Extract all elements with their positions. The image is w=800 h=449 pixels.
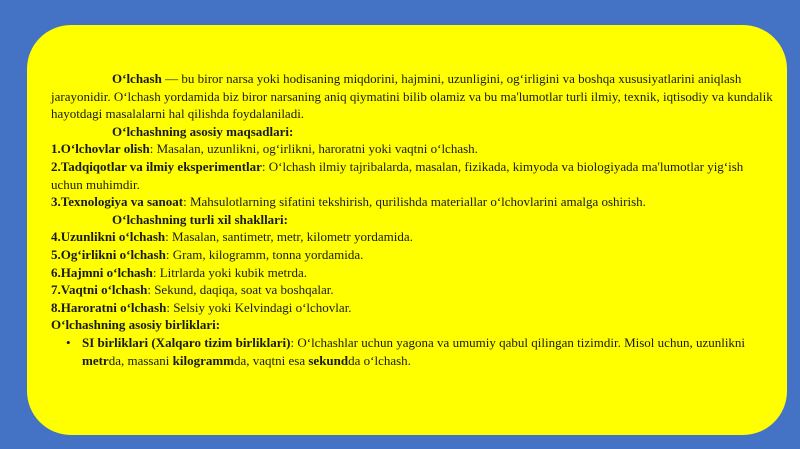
si-text: da o‘lchash. [348, 352, 411, 368]
intro-text: — bu biror narsa yoki hodisaning miqdorini, hajmini, uzunligini, og‘irligini va boshqa xususiyatlarini aniqlash jarayonidir. O‘lchash yordamida biz biror narsaning aniq qiymatini bilib olamiz va bu ma'lumotlar turli ilmiy, texnik, iqtisodiy va kundalik hayotdagi masalalarni hal qilishda foydalaniladi. [51, 71, 773, 122]
item-text: : Selsiy yoki Kelvindagi o‘lchovlar. [166, 299, 352, 315]
item-number: 6. [51, 264, 61, 280]
si-bold-sekund: sekund [308, 352, 349, 368]
type-item-7 [51, 281, 773, 299]
item-text: : Gram, kilogramm, tonna yordamida. [165, 246, 364, 262]
item-title: Hajmni o‘lchash [60, 264, 153, 280]
item-title: Vaqtni o‘lchash [60, 282, 148, 298]
type-item-6 [51, 264, 773, 282]
type-item-4 [51, 228, 773, 246]
item-text: : O‘lchash ilmiy tajribalarda, masalan, fizikada, kimyoda va biologiyada ma'lumotlar yig‘ish uchun muhimdir. [51, 158, 744, 192]
si-bold-kilogramm: kilogramm [172, 352, 234, 368]
item-number: 8. [51, 299, 61, 315]
item-number: 5. [51, 246, 61, 262]
item-text: : Mahsulotlarning sifatini tekshirish, qurilishda materiallar o‘lchovlarini amalga oshirish. [183, 194, 646, 210]
item-number: 4. [51, 229, 61, 245]
text-body [51, 70, 773, 369]
si-text: : O‘lchashlar uchun yagona va umumiy qabul qilingan tizimdir. Misol uchun, uzunlikni [290, 334, 746, 350]
si-units-bullet [51, 334, 773, 369]
intro-term: O‘lchash [112, 71, 162, 86]
si-title: SI birliklari (Xalqaro tizim birliklari) [82, 334, 291, 350]
item-number: 2. [51, 158, 61, 174]
purpose-item-2 [51, 158, 773, 193]
type-item-5 [51, 246, 773, 264]
si-text: da, vaqtni esa [234, 352, 309, 368]
item-text: : Litrlarda yoki kubik metrda. [152, 264, 307, 280]
types-heading: O‘lchashning turli xil shakllari: [112, 211, 288, 227]
item-title: Og‘irlikni o‘lchash [60, 246, 166, 262]
item-title: Haroratni o‘lchash [60, 299, 167, 315]
item-number: 1. [51, 141, 61, 157]
units-heading [51, 316, 773, 334]
purposes-heading: O‘lchashning asosiy maqsadlari: [112, 123, 294, 139]
item-text: : Sekund, daqiqa, soat va boshqalar. [147, 282, 334, 298]
si-bold-metr: metr [82, 352, 109, 368]
item-text: : Masalan, uzunlikni, og‘irlikni, haroratni yoki vaqtni o‘lchash. [149, 141, 478, 157]
intro-paragraph [51, 70, 773, 123]
item-text: : Masalan, santimetr, metr, kilometr yordamida. [165, 229, 413, 245]
purpose-item-3 [51, 193, 773, 211]
item-title: Tadqiqotlar va ilmiy eksperimentlar [60, 158, 262, 174]
si-text: da, massani [108, 352, 173, 368]
item-number: 3. [51, 194, 61, 210]
item-title: O‘lchovlar olish [60, 141, 150, 157]
units-heading-text: O‘lchashning asosiy birliklari: [51, 317, 221, 333]
type-item-8 [51, 299, 773, 317]
item-number: 7. [51, 282, 61, 298]
purpose-item-1 [51, 140, 773, 158]
item-title: Uzunlikni o‘lchash [60, 229, 166, 245]
item-title: Texnologiya va sanoat [60, 194, 184, 210]
bullet-icon: • [66, 334, 71, 350]
